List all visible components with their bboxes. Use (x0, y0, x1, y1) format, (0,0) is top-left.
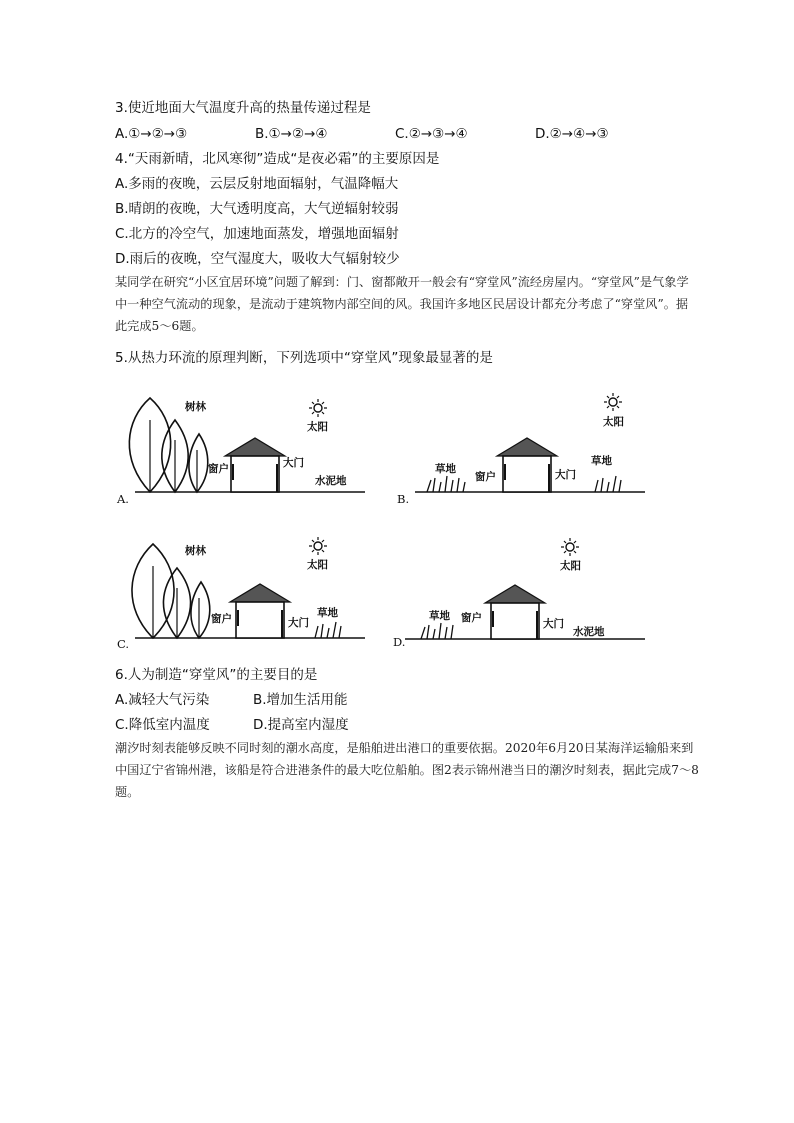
q6-stem: 6.人为制造“穿堂风”的主要目的是 (115, 667, 318, 683)
q4-option-c[interactable]: C.北方的冷空气，加速地面蒸发，增强地面辐射 (115, 226, 399, 242)
q3-stem: 3.使近地面大气温度升高的热量传递过程是 (115, 100, 371, 116)
q3-option-a[interactable]: A.①→②→③ (115, 126, 188, 142)
figure-a-label: A. (117, 492, 129, 506)
figure-a-left-text: 树林 (185, 401, 206, 413)
q6-option-c[interactable]: C.降低室内温度 (115, 717, 210, 733)
passage-tide-table: 潮汐时刻表能够反映不同时刻的潮水高度，是船舶进出港口的重要依据。2020年6月20日某海洋运输船来到中国辽宁省锦州港，该船是符合进港条件的最大吃位船舶。图2表示锦州港当日的潮汐时刻表，据此完成7～8题。 (115, 741, 699, 799)
q6-options-row1 (115, 690, 515, 710)
q4-option-b[interactable]: B.晴朗的夜晚，大气透明度高，大气逆辐射较弱 (115, 201, 399, 217)
figure-option-d[interactable] (395, 535, 655, 665)
q3-options (115, 124, 715, 144)
q6-option-b[interactable]: B.增加生活用能 (253, 692, 348, 708)
q6-option-a[interactable]: A.减轻大气污染 (115, 692, 210, 708)
figure-c-label: C. (117, 637, 130, 651)
figure-c-window-label: 窗户 (211, 613, 232, 625)
figure-c-door-label: 大门 (288, 617, 309, 629)
figure-a-window-label: 窗户 (208, 463, 229, 475)
figure-option-c[interactable] (115, 530, 375, 660)
q6-options-row2 (115, 715, 515, 735)
figure-b-left-text: 草地 (435, 463, 456, 475)
q6-option-d[interactable]: D.提高室内湿度 (253, 717, 349, 733)
figure-option-b[interactable] (395, 380, 655, 510)
figure-a-sun-label: 太阳 (307, 421, 328, 433)
figure-d-door-label: 大门 (543, 618, 564, 630)
q3-option-d[interactable]: D.②→④→③ (535, 126, 609, 142)
figure-b-door-label: 大门 (555, 469, 576, 481)
q3-option-c[interactable]: C.②→③→④ (395, 126, 468, 142)
figure-d-label: D. (393, 635, 406, 649)
figure-c-right-text: 草地 (317, 607, 338, 619)
figure-d-right-text: 水泥地 (573, 626, 605, 638)
figure-option-a[interactable] (115, 380, 375, 510)
figure-c-sun-label: 太阳 (307, 559, 328, 571)
figure-b-window-label: 窗户 (475, 471, 496, 483)
figure-d-sun-label: 太阳 (560, 560, 581, 572)
figure-d-window-label: 窗户 (461, 612, 482, 624)
passage-chuantangfeng: 某同学在研究“小区宜居环境”问题了解到：门、窗都敞开一般会有“穿堂风”流经房屋内。“穿堂风”是气象学中一种空气流动的现象，是流动于建筑物内部空间的风。我国许多地区民居设计都充分考虑了“穿堂风”。据此完成5～6题。 (115, 275, 689, 333)
figure-b-sun-label: 太阳 (603, 416, 624, 428)
figure-d-left-text: 草地 (429, 610, 450, 622)
figure-a-door-label: 大门 (283, 457, 304, 469)
figure-b-right-text: 草地 (591, 455, 612, 467)
figure-c-left-text: 树林 (185, 545, 206, 557)
q3-option-b[interactable]: B.①→②→④ (255, 126, 328, 142)
figure-a-right-text: 水泥地 (315, 475, 347, 487)
q4-option-d[interactable]: D.雨后的夜晚，空气湿度大，吸收大气辐射较少 (115, 251, 400, 267)
q4-stem: 4.“天雨新晴，北风寒彻”造成“是夜必霜”的主要原因是 (115, 151, 440, 167)
q5-stem: 5.从热力环流的原理判断，下列选项中“穿堂风”现象最显著的是 (115, 350, 493, 366)
q4-option-a[interactable]: A.多雨的夜晚，云层反射地面辐射，气温降幅大 (115, 176, 399, 192)
figure-b-label: B. (397, 492, 410, 506)
